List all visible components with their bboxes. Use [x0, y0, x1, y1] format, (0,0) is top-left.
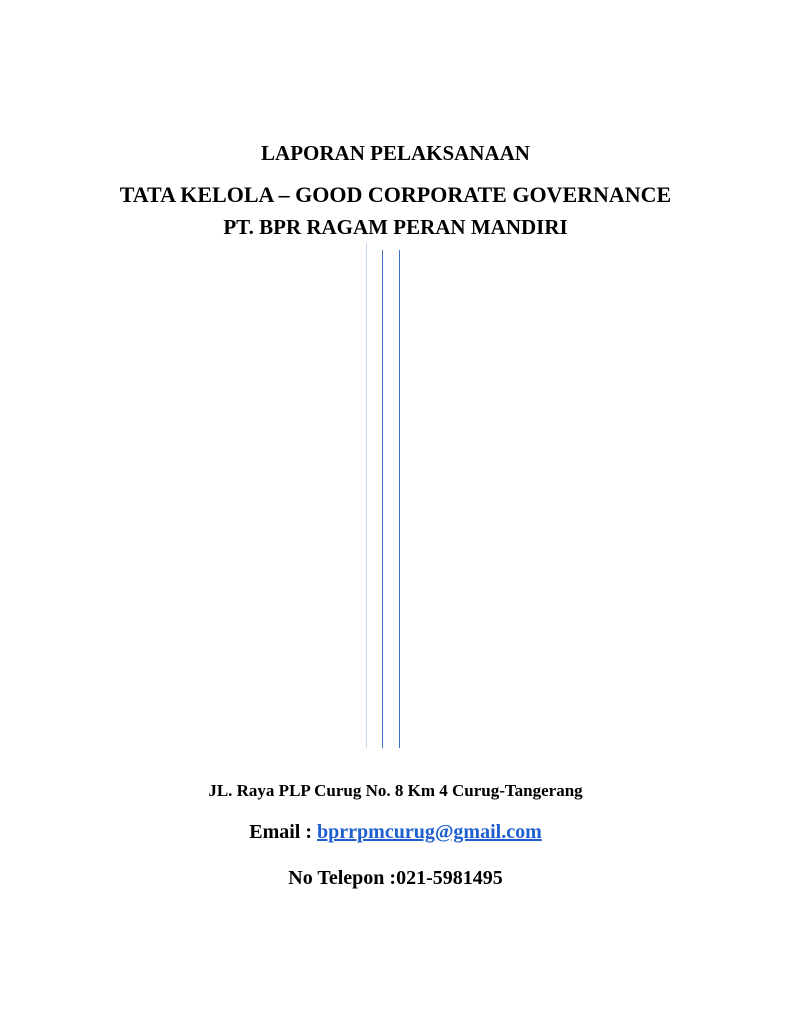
- phone-line: No Telepon :021-5981495: [288, 867, 503, 889]
- company-name: PT. BPR RAGAM PERAN MANDIRI: [223, 215, 568, 239]
- decorative-vertical-rule-middle: [382, 250, 383, 748]
- decorative-vertical-rule-left: [366, 243, 367, 748]
- decorative-vertical-rule-right: [399, 250, 400, 748]
- report-title: LAPORAN PELAKSANAAN: [261, 141, 530, 165]
- report-subtitle: TATA KELOLA – GOOD CORPORATE GOVERNANCE: [119, 182, 672, 207]
- company-address: JL. Raya PLP Curug No. 8 Km 4 Curug-Tangerang: [208, 781, 583, 800]
- email-label: Email :: [249, 821, 318, 843]
- email-line: [0, 820, 791, 844]
- email-link[interactable]: bprrpmcurug@gmail.com: [317, 821, 542, 843]
